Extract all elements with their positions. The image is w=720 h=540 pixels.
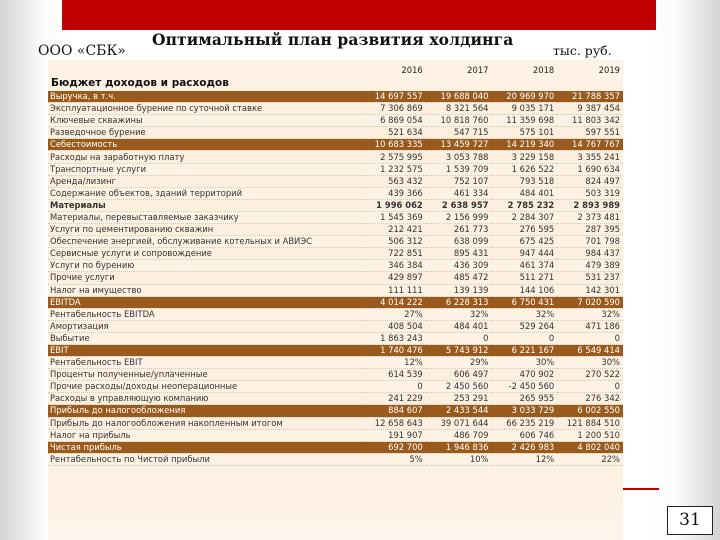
- row-value: 793 518: [492, 175, 558, 187]
- row-value: 111 111: [388, 284, 423, 295]
- row-value: 11 803 342: [572, 115, 620, 126]
- row-label: EBIT: [48, 344, 360, 356]
- table-row: [48, 224, 623, 236]
- row-label: Сервисные услуги и сопровождение: [48, 248, 360, 260]
- row-value: 12%: [535, 453, 555, 464]
- table-row: [48, 369, 623, 381]
- row-value: 575 101: [492, 127, 558, 139]
- row-value: 3 053 788: [426, 151, 492, 163]
- row-value: 484 401: [519, 187, 555, 198]
- row-value: 2 893 989: [557, 199, 623, 211]
- row-value: 461 374: [519, 260, 555, 271]
- row-value: 7 020 590: [557, 296, 623, 308]
- row-value: 4 802 040: [557, 441, 623, 453]
- row-value: 506 312: [388, 236, 423, 247]
- row-value: 14 767 767: [557, 139, 623, 151]
- currency-unit: тыс. руб.: [553, 43, 612, 58]
- row-value: 30%: [601, 357, 620, 368]
- row-label: Чистая прибыль: [48, 441, 360, 453]
- row-value: 121 884 510: [557, 417, 623, 429]
- row-label: Аренда/лизинг: [48, 175, 360, 187]
- row-label: Транспортные услуги: [50, 163, 147, 174]
- table-row: [48, 211, 623, 223]
- table-row: [48, 344, 623, 356]
- row-value: 9 035 171: [492, 103, 558, 115]
- row-value: 1 545 369: [380, 211, 423, 222]
- row-value: 984 437: [557, 248, 623, 260]
- row-value: 287 395: [557, 224, 623, 236]
- row-value: 408 504: [360, 320, 426, 332]
- row-label: EBITDA: [48, 296, 360, 308]
- row-value: 606 497: [426, 369, 492, 381]
- table-row: [48, 320, 623, 332]
- row-value: 947 444: [492, 248, 558, 260]
- table-row: [48, 429, 623, 441]
- row-value: 486 709: [453, 429, 489, 440]
- row-value: 511 271: [492, 272, 558, 284]
- row-label: Выбытие: [50, 332, 90, 343]
- row-value: 884 607: [360, 405, 426, 417]
- row-value: 2 450 560: [445, 381, 489, 392]
- row-value: 3 033 729: [492, 405, 558, 417]
- row-value: 484 401: [426, 320, 492, 332]
- table-row: [48, 357, 623, 369]
- row-value: 27%: [404, 308, 423, 319]
- row-value: 606 746: [519, 429, 555, 440]
- row-value: 1 232 575: [380, 163, 423, 174]
- row-value: 563 432: [360, 175, 426, 187]
- row-value: 1 539 709: [445, 163, 489, 174]
- company-name: ООО «СБК»: [38, 43, 126, 59]
- row-value: 3 229 158: [492, 151, 558, 163]
- row-value: 142 301: [585, 284, 620, 295]
- section-title-row: [48, 76, 623, 91]
- row-value: 30%: [535, 357, 555, 368]
- table-row: [48, 308, 623, 320]
- table-row: [48, 175, 623, 187]
- row-value: 3 355 241: [557, 151, 623, 163]
- row-label: Налог на прибыль: [50, 429, 131, 440]
- row-value: 479 389: [585, 260, 620, 271]
- row-label: Рентабельность EBITDA: [50, 308, 155, 319]
- row-value: 8 321 564: [426, 103, 492, 115]
- row-value: 12%: [404, 357, 423, 368]
- row-label: Расходы в управляющую компанию: [48, 393, 360, 405]
- row-value: 0: [614, 381, 620, 392]
- year-header: 2016: [401, 64, 423, 75]
- row-value: 1 996 062: [360, 199, 426, 211]
- row-value: 261 773: [426, 224, 492, 236]
- row-value: 895 431: [426, 248, 492, 260]
- row-value: 752 107: [426, 175, 492, 187]
- row-value: 614 539: [360, 369, 426, 381]
- budget-table: [48, 64, 623, 466]
- row-value: 21 788 357: [557, 91, 623, 103]
- row-value: 2 284 307: [511, 211, 555, 222]
- row-value: 265 955: [492, 393, 558, 405]
- table-row: [48, 332, 623, 344]
- row-label: Амортизация: [48, 320, 360, 332]
- slide-title: Оптимальный план развития холдинга: [152, 30, 514, 49]
- row-value: 436 309: [453, 260, 489, 271]
- year-header: 2018: [532, 64, 555, 75]
- table-row: [48, 453, 623, 465]
- row-value: 66 235 219: [492, 417, 558, 429]
- top-accent-bar: [62, 0, 656, 30]
- row-value: 722 851: [360, 248, 426, 260]
- row-value: 597 551: [557, 127, 623, 139]
- table-row: [48, 139, 623, 151]
- row-value: 139 139: [453, 284, 489, 295]
- row-value: 547 715: [426, 127, 492, 139]
- row-value: 471 186: [557, 320, 623, 332]
- row-value: 5 743 912: [426, 344, 492, 356]
- row-value: 10 683 335: [360, 139, 426, 151]
- row-value: 253 291: [426, 393, 492, 405]
- row-label: Разведочное бурение: [48, 127, 360, 139]
- accent-line: [623, 488, 659, 490]
- table-row: [48, 417, 623, 429]
- row-value: 0: [614, 332, 620, 343]
- row-value: 1 863 243: [380, 332, 423, 343]
- row-value: 241 229: [360, 393, 426, 405]
- row-value: 1 626 522: [511, 163, 555, 174]
- row-value: 20 969 970: [492, 91, 558, 103]
- row-value: 2 785 232: [492, 199, 558, 211]
- row-value: 439 366: [388, 187, 423, 198]
- table-row: [48, 103, 623, 115]
- row-value: 6 002 550: [557, 405, 623, 417]
- row-label: Рентабельность по Чистой прибыли: [50, 453, 210, 464]
- row-value: 276 342: [557, 393, 623, 405]
- row-value: 824 497: [557, 175, 623, 187]
- table-row: [48, 381, 623, 393]
- table-row: [48, 296, 623, 308]
- page-number: 31: [667, 506, 713, 535]
- row-label: Прочие расходы/доходы неоперационные: [50, 381, 238, 392]
- row-value: 521 634: [360, 127, 426, 139]
- row-value: 12 658 643: [360, 417, 426, 429]
- row-label: Услуги по цементированию скважин: [48, 224, 360, 236]
- table-row: [48, 260, 623, 272]
- row-value: 6 750 431: [492, 296, 558, 308]
- row-value: 32%: [601, 308, 620, 319]
- row-label: Материалы, перевыставляемые заказчику: [50, 211, 239, 222]
- row-value: 461 334: [453, 187, 489, 198]
- budget-table-body: [48, 76, 623, 465]
- row-value: 19 688 040: [426, 91, 492, 103]
- row-label: Прибыль до налогообложения: [48, 405, 360, 417]
- row-value: 7 306 869: [360, 103, 426, 115]
- row-value: 0: [417, 381, 423, 392]
- row-value: 191 907: [388, 429, 423, 440]
- table-row: [48, 284, 623, 296]
- table-row: [48, 151, 623, 163]
- row-value: 212 421: [360, 224, 426, 236]
- row-value: 22%: [601, 453, 620, 464]
- row-value: 13 459 727: [426, 139, 492, 151]
- row-label: Себестоимость: [48, 139, 360, 151]
- row-value: 6 869 054: [380, 115, 423, 126]
- row-value: -2 450 560: [508, 381, 555, 392]
- row-value: 29%: [469, 357, 489, 368]
- row-label: Материалы: [48, 199, 360, 211]
- table-row: [48, 441, 623, 453]
- row-label: Содержание объектов, зданий территорий: [50, 187, 243, 198]
- row-value: 638 099: [453, 236, 489, 247]
- row-value: 144 106: [519, 284, 555, 295]
- header-blank: [48, 64, 360, 76]
- row-label: Прочие услуги: [48, 272, 360, 284]
- row-value: 1 946 836: [426, 441, 492, 453]
- row-value: 6 221 167: [492, 344, 558, 356]
- table-row: [48, 127, 623, 139]
- row-value: 6 228 313: [426, 296, 492, 308]
- row-value: 429 897: [360, 272, 426, 284]
- row-value: 0: [548, 332, 555, 343]
- row-value: 470 902: [492, 369, 558, 381]
- table-row: [48, 187, 623, 199]
- row-value: 10 818 760: [440, 115, 489, 126]
- row-value: 346 384: [388, 260, 423, 271]
- row-value: 701 798: [585, 236, 620, 247]
- year-header-row: [48, 64, 623, 76]
- row-value: 32%: [535, 308, 555, 319]
- row-value: 2 426 983: [492, 441, 558, 453]
- row-value: 0: [483, 332, 489, 343]
- row-value: 4 014 222: [360, 296, 426, 308]
- row-value: 10%: [469, 453, 489, 464]
- row-value: 1 200 510: [577, 429, 620, 440]
- row-value: 270 522: [557, 369, 623, 381]
- row-label: Ключевые скважины: [50, 115, 143, 126]
- row-label: Прибыль до налогообложения накопленным итогом: [48, 417, 360, 429]
- row-value: 692 700: [360, 441, 426, 453]
- row-label: Обеспечение энергией, обслуживание котельных и АВИЭС: [50, 236, 313, 247]
- year-header: 2017: [467, 64, 489, 75]
- row-value: 2 638 957: [426, 199, 492, 211]
- row-value: 2 433 544: [426, 405, 492, 417]
- row-label: Эксплуатационное бурение по суточной ставке: [48, 103, 360, 115]
- row-label: Налог на имущество: [50, 284, 142, 295]
- row-label: Выручка, в т.ч.: [48, 91, 360, 103]
- table-row: [48, 91, 623, 103]
- table-row: [48, 272, 623, 284]
- row-label: Расходы на заработную плату: [48, 151, 360, 163]
- row-value: 14 219 340: [492, 139, 558, 151]
- row-value: 529 264: [492, 320, 558, 332]
- table-row: [48, 236, 623, 248]
- table-row: [48, 248, 623, 260]
- row-value: 9 387 454: [557, 103, 623, 115]
- row-value: 2 373 481: [577, 211, 620, 222]
- row-value: 2 156 999: [445, 211, 489, 222]
- row-label: Проценты полученные/уплаченные: [48, 369, 360, 381]
- row-value: 11 359 698: [506, 115, 555, 126]
- row-label: Рентабельность EBIT: [50, 357, 143, 368]
- row-value: 675 425: [519, 236, 555, 247]
- table-row: [48, 393, 623, 405]
- row-value: 14 697 557: [360, 91, 426, 103]
- row-value: 39 071 644: [426, 417, 492, 429]
- row-value: 32%: [469, 308, 489, 319]
- table-row: [48, 405, 623, 417]
- table-row: [48, 115, 623, 127]
- row-value: 1 690 634: [577, 163, 620, 174]
- row-value: 6 549 414: [557, 344, 623, 356]
- row-value: 485 472: [426, 272, 492, 284]
- row-value: 503 319: [585, 187, 620, 198]
- row-value: 5%: [409, 453, 423, 464]
- table-row: [48, 199, 623, 211]
- section-title: Бюджет доходов и расходов: [51, 77, 229, 89]
- row-value: 2 575 995: [360, 151, 426, 163]
- row-value: 276 595: [492, 224, 558, 236]
- row-value: 531 237: [557, 272, 623, 284]
- table-row: [48, 163, 623, 175]
- row-label: Услуги по бурению: [50, 260, 135, 271]
- year-header: 2019: [598, 64, 620, 75]
- row-value: 1 740 476: [360, 344, 426, 356]
